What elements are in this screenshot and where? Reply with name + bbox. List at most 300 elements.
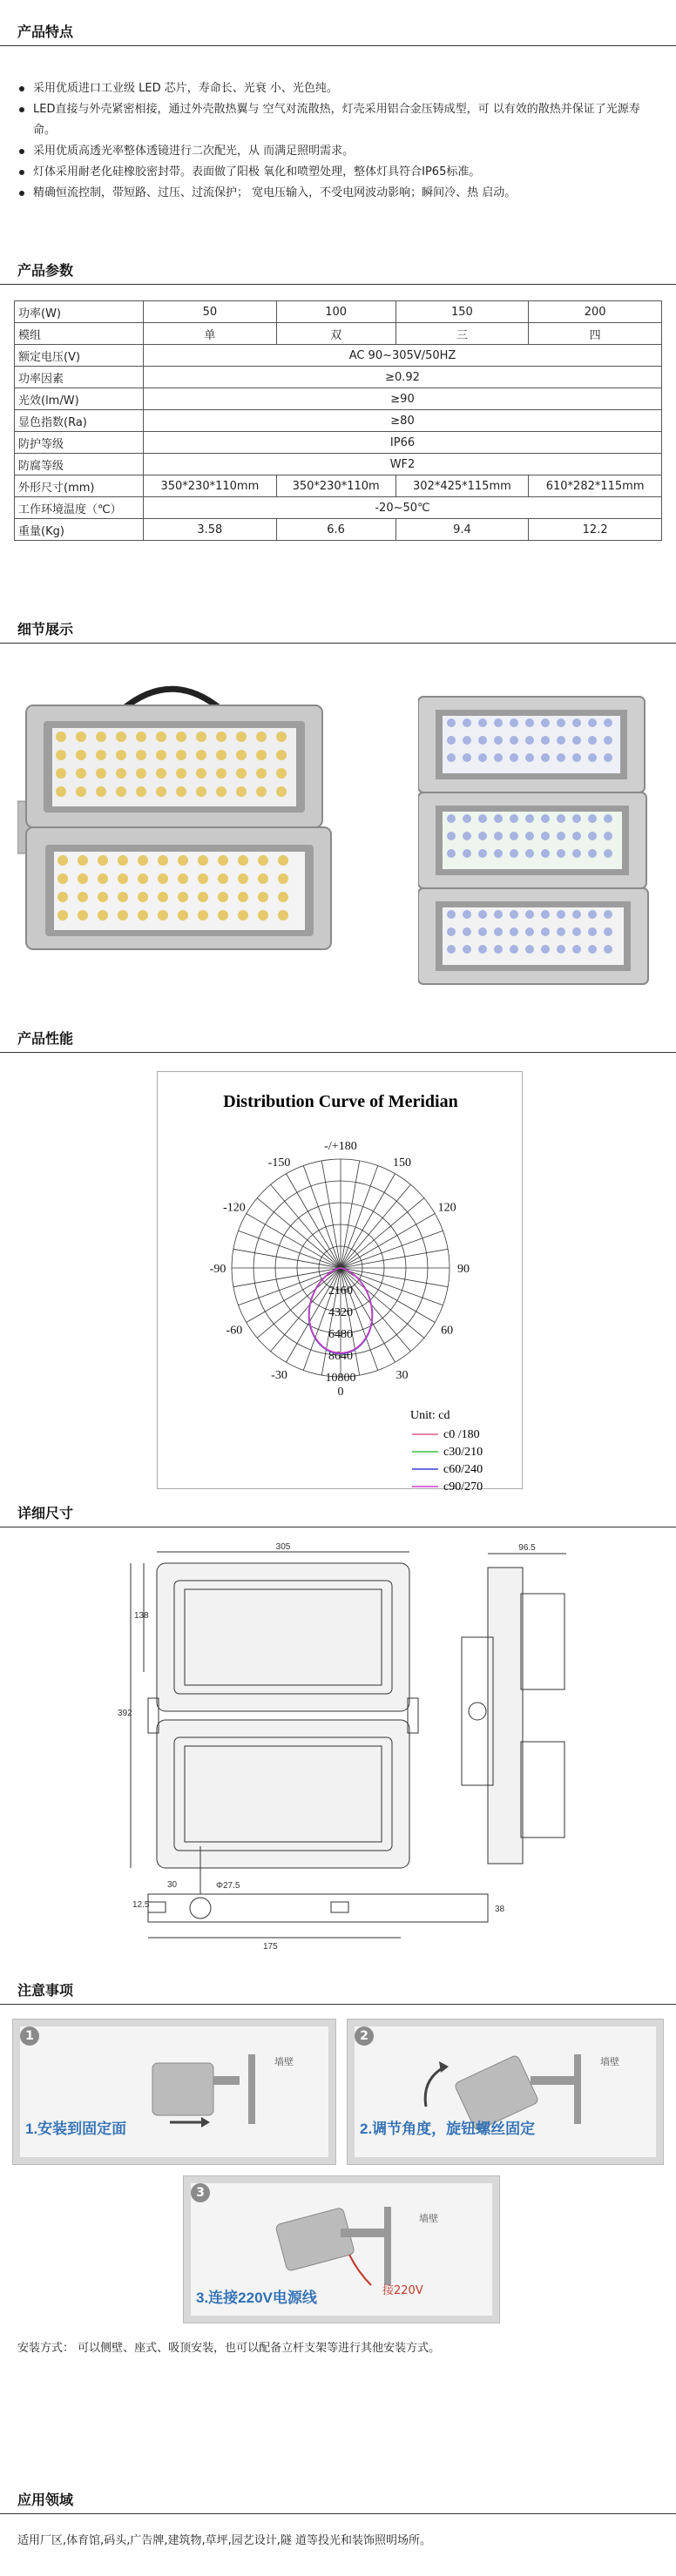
section-title-features: 产品特点 <box>17 24 74 40</box>
led-dot <box>78 873 88 884</box>
led-dot <box>604 910 612 919</box>
led-dot <box>463 927 471 936</box>
params-row <box>15 475 662 497</box>
led-dot <box>604 945 612 954</box>
step-caption: 2.调节角度，旋钮螺丝固定 <box>360 2121 536 2137</box>
led-dot <box>98 892 108 902</box>
led-dot <box>525 736 534 745</box>
param-value: 12.2 <box>529 519 662 541</box>
led-dot <box>116 768 126 779</box>
legend-label: c30/210 <box>443 1446 483 1459</box>
divider <box>0 2004 676 2005</box>
dim-12: 12.5 <box>132 1900 150 1910</box>
led-dot <box>463 832 471 840</box>
dim-side: 96.5 <box>518 1543 536 1553</box>
led-dot <box>118 873 128 884</box>
params-row <box>15 301 662 323</box>
led-dot <box>238 855 248 866</box>
polar-angle-label: 60 <box>441 1324 454 1338</box>
led-dot <box>447 832 456 840</box>
led-dot <box>478 753 487 762</box>
param-label: 模组 <box>15 323 144 345</box>
led-dot <box>463 910 471 919</box>
led-dot <box>557 718 565 727</box>
led-dot <box>510 718 518 727</box>
led-dot <box>604 832 612 840</box>
led-dot <box>57 855 68 866</box>
wall-label: 墙壁 <box>274 2056 294 2067</box>
led-dot <box>138 892 148 902</box>
led-dot <box>116 786 126 797</box>
led-dot <box>541 832 550 840</box>
led-dot <box>138 873 148 884</box>
install-step-card <box>12 2019 336 2165</box>
param-label: 功率(W) <box>15 301 144 323</box>
led-dot <box>541 718 550 727</box>
led-dot <box>198 873 208 884</box>
param-label: 防护等级 <box>15 432 144 454</box>
polar-title: Distribution Curve of Meridian <box>223 1092 458 1111</box>
section-title-application: 应用领域 <box>17 2492 74 2508</box>
divider <box>0 45 676 46</box>
led-dot <box>463 849 471 858</box>
param-label: 显色指数(Ra) <box>15 410 144 432</box>
params-row <box>15 519 662 541</box>
param-value: 50 <box>144 301 277 323</box>
led-dot <box>238 873 248 884</box>
led-dot <box>258 873 268 884</box>
polar-chart-canvas <box>158 1072 524 1490</box>
param-value: 四 <box>529 323 662 345</box>
dimension-drawing <box>78 1541 601 1977</box>
dim-30: 30 <box>167 1880 178 1890</box>
param-value: 302*425*115mm <box>395 475 529 497</box>
section-title-performance: 产品性能 <box>17 1030 74 1047</box>
step-number: 1 <box>20 2026 39 2046</box>
led-dot <box>176 732 186 742</box>
led-dot <box>278 873 288 884</box>
led-dot <box>236 768 247 779</box>
feature-list <box>17 78 662 204</box>
led-dot <box>238 910 248 920</box>
led-dot <box>572 927 581 936</box>
led-dot <box>463 718 471 727</box>
polar-distribution-chart <box>157 1071 523 1489</box>
led-dot <box>198 892 208 902</box>
param-value: 100 <box>276 301 395 323</box>
led-dot <box>572 910 581 919</box>
led-dot <box>56 750 66 760</box>
led-dot <box>116 750 126 760</box>
params-row <box>15 388 662 410</box>
param-value: 三 <box>395 323 529 345</box>
led-dot <box>136 732 146 742</box>
led-dot <box>541 927 550 936</box>
led-dot <box>216 786 226 797</box>
polar-angle-label: -60 <box>226 1324 243 1338</box>
led-dot <box>541 945 550 954</box>
led-dot <box>604 849 612 858</box>
led-dot <box>56 732 66 742</box>
param-label: 重量(Kg) <box>15 519 144 541</box>
led-dot <box>525 945 534 954</box>
led-dot <box>56 786 66 797</box>
led-dot <box>96 750 106 760</box>
led-dot <box>76 732 86 742</box>
led-dot <box>258 910 268 920</box>
wall-label: 墙壁 <box>600 2056 619 2067</box>
params-row <box>15 345 662 367</box>
led-dot <box>136 786 146 797</box>
led-dot <box>541 736 550 745</box>
led-dot <box>78 910 88 920</box>
led-dot <box>156 768 166 779</box>
led-dot <box>276 750 287 760</box>
led-dot <box>98 910 108 920</box>
led-dot <box>178 855 188 866</box>
param-value: 200 <box>529 301 662 323</box>
section-title-dimensions: 详细尺寸 <box>17 1505 74 1521</box>
param-label: 外形尺寸(mm) <box>15 475 144 497</box>
dim-175: 175 <box>263 1942 278 1952</box>
param-value: ≥80 <box>144 410 662 432</box>
led-dot <box>494 910 503 919</box>
led-dot <box>158 855 168 866</box>
param-value: 350*230*110mm <box>144 475 277 497</box>
led-dot <box>463 945 471 954</box>
led-dot <box>494 945 503 954</box>
polar-angle-label: 0 <box>337 1386 344 1399</box>
led-dot <box>463 814 471 823</box>
led-dot <box>510 849 518 858</box>
legend-label: c60/240 <box>443 1463 483 1476</box>
product-photo-two-module <box>17 671 340 958</box>
led-dot <box>478 945 487 954</box>
divider <box>0 643 676 644</box>
step-number: 2 <box>355 2026 374 2046</box>
install-note: 安装方式： 可以侧壁、座式、吸顶安装，也可以配备立杆支架等进行其他安装方式。 <box>17 2342 441 2355</box>
led-dot <box>604 814 612 823</box>
led-dot <box>156 732 166 742</box>
led-dot <box>136 750 146 760</box>
led-dot <box>604 718 612 727</box>
divider <box>0 1052 676 1053</box>
dim-h2: 392 <box>118 1709 132 1718</box>
led-dot <box>494 736 503 745</box>
led-dot <box>447 753 456 762</box>
led-dot <box>258 892 268 902</box>
step-caption: 3.连接220V电源线 <box>196 2289 317 2306</box>
param-value: 350*230*110m <box>276 475 395 497</box>
led-dot <box>218 855 228 866</box>
param-value: 6.6 <box>276 519 395 541</box>
led-dot <box>256 768 267 779</box>
led-dot <box>494 849 503 858</box>
led-dot <box>557 849 565 858</box>
led-dot <box>510 736 518 745</box>
led-dot <box>218 873 228 884</box>
params-row <box>15 367 662 388</box>
led-dot <box>588 927 597 936</box>
led-dot <box>196 732 206 742</box>
voltage-label: 接220V <box>382 2284 423 2297</box>
led-dot <box>57 873 68 884</box>
polar-unit: Unit: cd <box>410 1409 450 1422</box>
led-dot <box>525 910 534 919</box>
section-title-notes: 注意事项 <box>17 1982 74 1999</box>
led-dot <box>510 910 518 919</box>
param-label: 防腐等级 <box>15 454 144 475</box>
led-dot <box>178 910 188 920</box>
led-dot <box>118 910 128 920</box>
led-dot <box>588 945 597 954</box>
install-step-card <box>183 2175 500 2323</box>
led-dot <box>478 832 487 840</box>
led-dot <box>478 849 487 858</box>
led-dot <box>258 855 268 866</box>
led-dot <box>510 832 518 840</box>
led-dot <box>196 750 206 760</box>
led-dot <box>256 786 267 797</box>
led-dot <box>198 910 208 920</box>
led-dot <box>541 753 550 762</box>
led-dot <box>510 753 518 762</box>
param-value: AC 90~305V/50HZ <box>144 345 662 367</box>
led-dot <box>557 927 565 936</box>
param-value: WF2 <box>144 454 662 475</box>
led-dot <box>557 910 565 919</box>
led-dot <box>494 718 503 727</box>
led-dot <box>278 855 288 866</box>
led-dot <box>156 786 166 797</box>
led-dot <box>276 732 287 742</box>
product-photo-three-module <box>418 671 662 1010</box>
feature-item: LED直接与外壳紧密相接，通过外壳散热翼与 空气对流散热，灯壳采用铝合金压铸成型，可 以有效的散热并保证了光源寿命。 <box>17 99 662 141</box>
led-dot <box>218 910 228 920</box>
led-dot <box>447 814 456 823</box>
led-dot <box>57 910 68 920</box>
led-dot <box>588 814 597 823</box>
led-dot <box>541 814 550 823</box>
led-dot <box>136 768 146 779</box>
dim-hole: Φ27.5 <box>216 1881 240 1891</box>
feature-item: 采用优质高透光率整体透镜进行二次配光，从 而满足照明需求。 <box>17 141 662 162</box>
param-label: 功率因素 <box>15 367 144 388</box>
led-dot <box>541 849 550 858</box>
led-dot <box>494 753 503 762</box>
led-dot <box>478 718 487 727</box>
param-label: 工作环境温度（℃） <box>15 497 144 519</box>
params-row <box>15 454 662 475</box>
led-dot <box>494 814 503 823</box>
polar-angle-label: -150 <box>267 1156 291 1170</box>
led-dot <box>256 732 267 742</box>
polar-angle-label: -90 <box>209 1263 226 1276</box>
dim-h1: 138 <box>134 1611 149 1621</box>
led-dot <box>557 736 565 745</box>
led-dot <box>572 832 581 840</box>
led-dot <box>463 753 471 762</box>
param-value: ≥0.92 <box>144 367 662 388</box>
led-dot <box>158 873 168 884</box>
led-dot <box>557 814 565 823</box>
led-dot <box>96 732 106 742</box>
step-number: 3 <box>191 2183 210 2202</box>
feature-item: 灯体采用耐老化硅橡胶密封带。表面做了阳极 氧化和喷塑处理，整体灯具符合IP65标准。 <box>17 162 662 183</box>
led-dot <box>572 945 581 954</box>
led-dot <box>216 768 226 779</box>
install-step-card <box>347 2019 664 2165</box>
led-dot <box>588 753 597 762</box>
led-dot <box>56 768 66 779</box>
led-dot <box>57 892 68 902</box>
led-dot <box>447 736 456 745</box>
led-dot <box>138 910 148 920</box>
polar-angle-label: 120 <box>437 1201 456 1215</box>
led-dot <box>76 786 86 797</box>
polar-radial-label: 10800 <box>325 1372 356 1385</box>
param-value: 610*282*115mm <box>529 475 662 497</box>
led-dot <box>96 786 106 797</box>
led-dot <box>116 732 126 742</box>
polar-radial-label: 6480 <box>328 1328 353 1341</box>
led-dot <box>478 910 487 919</box>
polar-angle-label: 30 <box>395 1369 409 1383</box>
led-dot <box>447 849 456 858</box>
led-dot <box>176 768 186 779</box>
polar-angle-label: 90 <box>457 1263 470 1276</box>
led-dot <box>494 832 503 840</box>
led-dot <box>572 849 581 858</box>
led-dot <box>572 814 581 823</box>
led-dot <box>572 736 581 745</box>
led-dot <box>510 927 518 936</box>
polar-angle-label: -/+180 <box>324 1140 357 1153</box>
led-dot <box>78 855 88 866</box>
led-dot <box>276 786 287 797</box>
led-dot <box>278 892 288 902</box>
led-dot <box>236 750 247 760</box>
led-dot <box>76 750 86 760</box>
param-value: -20~50℃ <box>144 497 662 519</box>
led-dot <box>158 910 168 920</box>
led-dot <box>557 753 565 762</box>
led-dot <box>525 718 534 727</box>
polar-angle-label: -120 <box>223 1201 246 1215</box>
param-value: ≥90 <box>144 388 662 410</box>
led-dot <box>447 910 456 919</box>
step-caption: 1.安装到固定面 <box>25 2121 127 2137</box>
led-dot <box>557 832 565 840</box>
led-dot <box>98 873 108 884</box>
divider <box>0 2513 676 2514</box>
led-dot <box>276 768 287 779</box>
led-dot <box>96 768 106 779</box>
led-dot <box>196 768 206 779</box>
led-dot <box>447 718 456 727</box>
led-dot <box>118 855 128 866</box>
params-table <box>14 300 662 541</box>
divider <box>0 284 676 285</box>
led-dot <box>463 736 471 745</box>
led-dot <box>510 945 518 954</box>
led-dot <box>572 718 581 727</box>
led-dot <box>478 927 487 936</box>
feature-item: 精确恒流控制，带短路、过压、过流保护； 宽电压输入，不受电网波动影响；瞬间冷、热 启动。 <box>17 183 662 204</box>
params-row <box>15 410 662 432</box>
params-row <box>15 323 662 345</box>
dim-width: 305 <box>275 1542 291 1552</box>
param-value: 双 <box>276 323 395 345</box>
led-dot <box>98 855 108 866</box>
led-dot <box>278 910 288 920</box>
wall-label: 墙壁 <box>419 2213 438 2224</box>
led-dot <box>604 753 612 762</box>
led-dot <box>510 814 518 823</box>
step-illustration <box>118 2046 292 2133</box>
led-dot <box>478 736 487 745</box>
param-value: IP66 <box>144 432 662 454</box>
led-dot <box>541 910 550 919</box>
led-dot <box>447 945 456 954</box>
params-row <box>15 497 662 519</box>
led-dot <box>557 945 565 954</box>
led-dot <box>525 849 534 858</box>
led-dot <box>196 786 206 797</box>
param-value: 单 <box>144 323 277 345</box>
params-row <box>15 432 662 454</box>
led-dot <box>478 814 487 823</box>
section-title-details: 细节展示 <box>17 621 74 637</box>
param-value: 3.58 <box>144 519 277 541</box>
polar-angle-label: 150 <box>393 1156 411 1170</box>
led-dot <box>76 768 86 779</box>
polar-radial-label: 8640 <box>328 1350 353 1363</box>
led-dot <box>588 832 597 840</box>
led-dot <box>256 750 267 760</box>
polar-radial-label: 4320 <box>328 1306 353 1319</box>
led-dot <box>176 786 186 797</box>
legend-label: c90/270 <box>443 1480 483 1490</box>
param-label: 光效(lm/W) <box>15 388 144 410</box>
led-dot <box>588 849 597 858</box>
led-dot <box>525 832 534 840</box>
param-label: 额定电压(V) <box>15 345 144 367</box>
led-dot <box>178 892 188 902</box>
led-dot <box>156 750 166 760</box>
led-dot <box>236 732 247 742</box>
led-dot <box>158 892 168 902</box>
section-title-params: 产品参数 <box>17 262 74 279</box>
led-dot <box>238 892 248 902</box>
led-dot <box>604 927 612 936</box>
led-dot <box>525 753 534 762</box>
led-dot <box>604 736 612 745</box>
led-dot <box>447 927 456 936</box>
led-dot <box>572 753 581 762</box>
led-dot <box>138 855 148 866</box>
led-dot <box>588 910 597 919</box>
polar-radial-label: 2160 <box>328 1285 353 1298</box>
led-dot <box>176 750 186 760</box>
led-dot <box>218 892 228 902</box>
led-dot <box>118 892 128 902</box>
led-dot <box>494 927 503 936</box>
led-dot <box>198 855 208 866</box>
legend-label: c0 /180 <box>443 1428 480 1441</box>
led-dot <box>588 718 597 727</box>
led-dot <box>178 873 188 884</box>
